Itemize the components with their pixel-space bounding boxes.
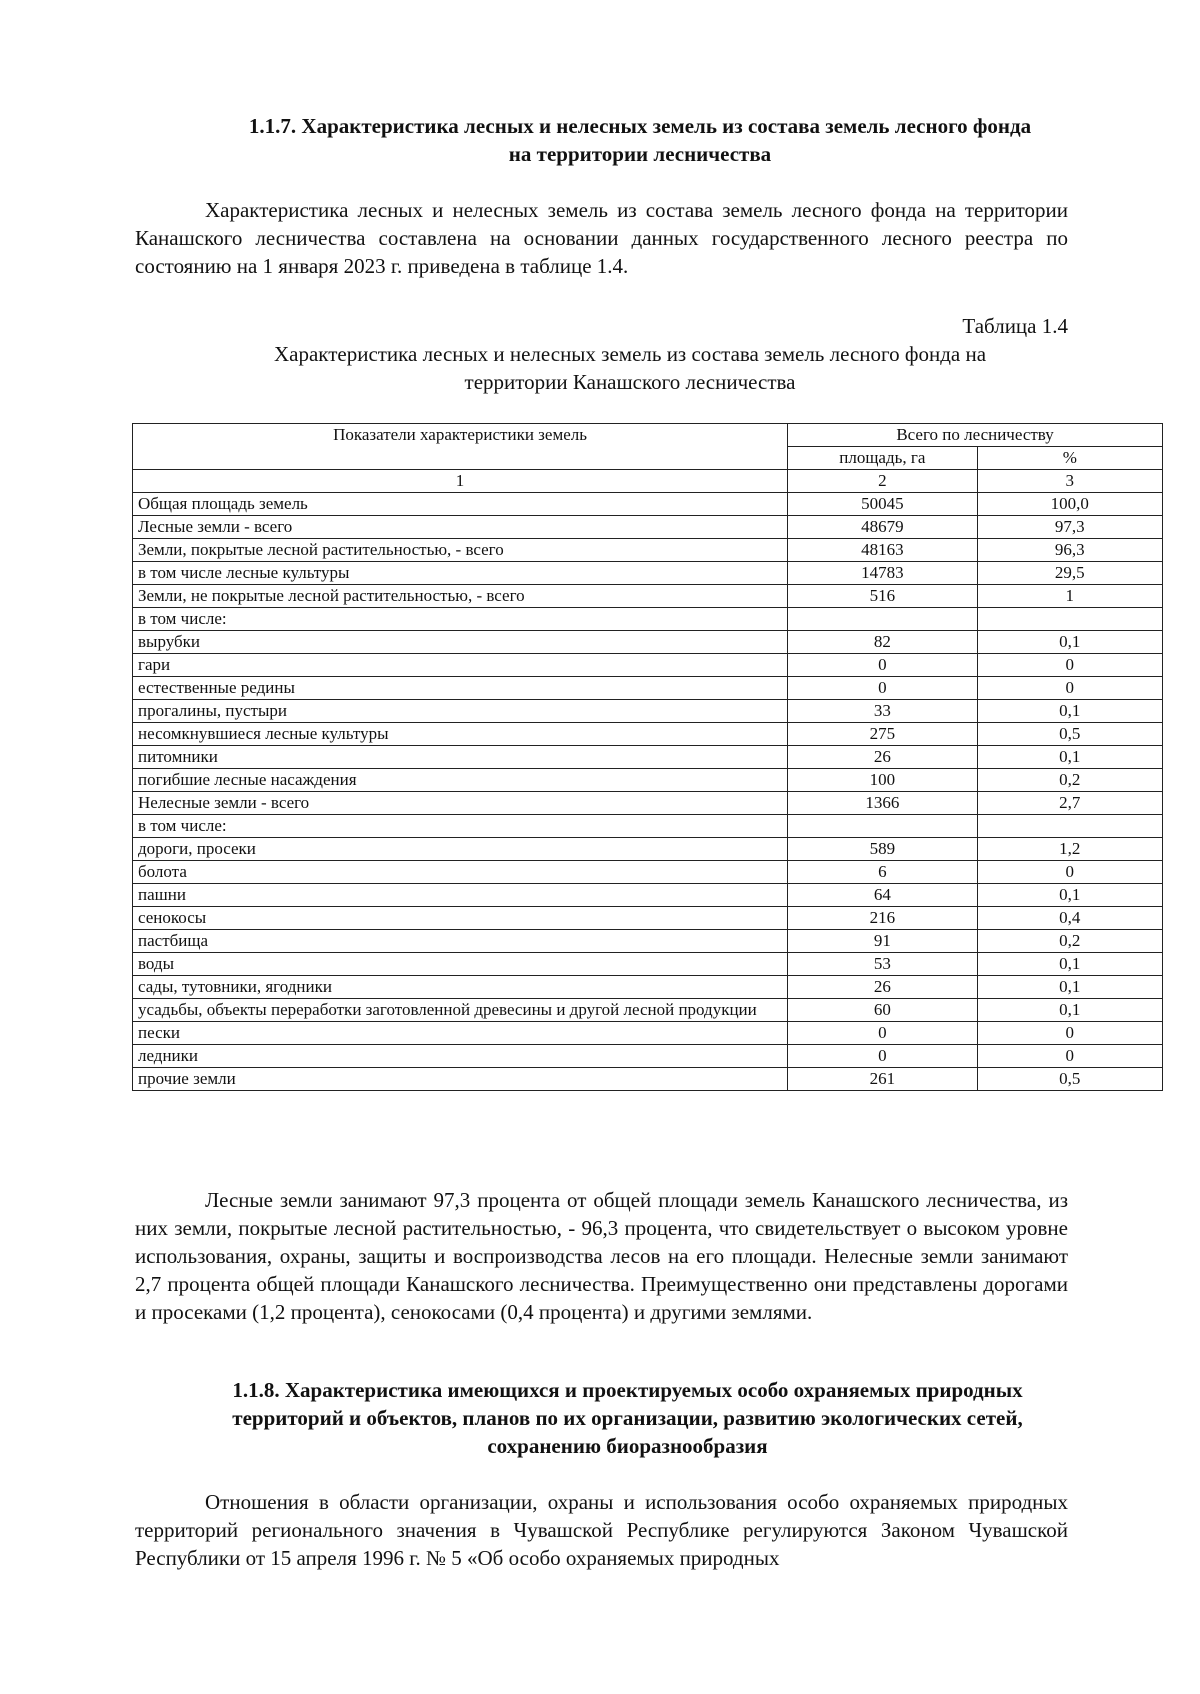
table-row: [133, 907, 1163, 930]
row-percent: 0,2: [977, 930, 1162, 953]
column-number-2: 2: [788, 470, 977, 493]
table-row: [133, 792, 1163, 815]
table-row: [133, 861, 1163, 884]
row-area: 26: [788, 976, 977, 999]
row-name: усадьбы, объекты переработки заготовленной древесины и другой лесной продукции: [133, 999, 788, 1022]
row-area: 60: [788, 999, 977, 1022]
table-row: [133, 746, 1163, 769]
row-name: пастбища: [133, 930, 788, 953]
table-row: [133, 723, 1163, 746]
heading2-line-3: сохранению биоразнообразия: [487, 1434, 768, 1458]
row-area: 33: [788, 700, 977, 723]
table-row: [133, 608, 1163, 631]
row-percent: 0: [977, 1022, 1162, 1045]
row-area: 1366: [788, 792, 977, 815]
header-total: Всего по лесничеству: [788, 424, 1163, 447]
header-percent: %: [977, 447, 1162, 470]
section-heading-1-1-8: [185, 1376, 1070, 1460]
row-percent: 0,1: [977, 953, 1162, 976]
row-area: 26: [788, 746, 977, 769]
table-title: [250, 340, 1010, 396]
column-number-3: 3: [977, 470, 1162, 493]
row-percent: 0,1: [977, 700, 1162, 723]
table-column-numbers-row: [133, 470, 1163, 493]
table-title-line-2: территории Канашского лесничества: [464, 370, 796, 394]
row-name: Земли, покрытые лесной растительностью, - всего: [133, 539, 788, 562]
table-row: [133, 516, 1163, 539]
table-row: [133, 1022, 1163, 1045]
row-percent: 0,2: [977, 769, 1162, 792]
heading-line-2: на территории лесничества: [508, 142, 772, 166]
table-row: [133, 654, 1163, 677]
row-percent: [977, 608, 1162, 631]
table-row: [133, 930, 1163, 953]
row-name: Нелесные земли - всего: [133, 792, 788, 815]
row-area: 0: [788, 677, 977, 700]
row-area: 6: [788, 861, 977, 884]
row-percent: 0,5: [977, 723, 1162, 746]
row-percent: 0: [977, 677, 1162, 700]
row-percent: 0,5: [977, 1068, 1162, 1091]
table-row: [133, 838, 1163, 861]
row-percent: 29,5: [977, 562, 1162, 585]
row-area: [788, 815, 977, 838]
table-row: [133, 539, 1163, 562]
row-name: пашни: [133, 884, 788, 907]
row-name: Лесные земли - всего: [133, 516, 788, 539]
row-percent: [977, 815, 1162, 838]
row-name: вырубки: [133, 631, 788, 654]
row-name: дороги, просеки: [133, 838, 788, 861]
header-area: площадь, га: [788, 447, 977, 470]
row-percent: 0,1: [977, 976, 1162, 999]
row-name: естественные редины: [133, 677, 788, 700]
row-area: 0: [788, 654, 977, 677]
row-percent: 96,3: [977, 539, 1162, 562]
row-name: Земли, не покрытые лесной растительностью, - всего: [133, 585, 788, 608]
row-percent: 1,2: [977, 838, 1162, 861]
row-percent: 0,1: [977, 884, 1162, 907]
heading-line-1: 1.1.7. Характеристика лесных и нелесных земель из состава земель лесного фонда: [248, 114, 1032, 138]
row-area: 14783: [788, 562, 977, 585]
table-row: [133, 493, 1163, 516]
row-name: Общая площадь земель: [133, 493, 788, 516]
row-area: 53: [788, 953, 977, 976]
section-heading-1-1-7: [210, 112, 1070, 168]
table-row: [133, 585, 1163, 608]
row-percent: 0,1: [977, 999, 1162, 1022]
row-percent: 2,7: [977, 792, 1162, 815]
table-row: [133, 1068, 1163, 1091]
header-indicators: Показатели характеристики земель: [133, 424, 788, 470]
row-area: 91: [788, 930, 977, 953]
table-row: [133, 769, 1163, 792]
table-row: [133, 677, 1163, 700]
table-header-row: [133, 424, 1163, 447]
row-area: 275: [788, 723, 977, 746]
row-area: 216: [788, 907, 977, 930]
row-percent: 0,1: [977, 631, 1162, 654]
row-area: 0: [788, 1045, 977, 1068]
table-title-line-1: Характеристика лесных и нелесных земель из состава земель лесного фонда на: [273, 342, 987, 366]
row-name: в том числе лесные культуры: [133, 562, 788, 585]
row-name: сады, тутовники, ягодники: [133, 976, 788, 999]
row-name: гари: [133, 654, 788, 677]
row-percent: 0,1: [977, 746, 1162, 769]
heading2-line-1: 1.1.8. Характеристика имеющихся и проектируемых особо охраняемых природных: [232, 1378, 1023, 1402]
table-row: [133, 815, 1163, 838]
summary-paragraph: Лесные земли занимают 97,3 процента от общей площади земель Канашского лесничества, из них земли, покрытые лесной растительностью, - 96,3 процента, что свидетельствует о высоком уровне использования, охраны, защиты и воспроизводства лесов на его площади. Нелесные земли занимают 2,7 процента общей площади Канашского лесничества. Преимущественно они представлены дорогами и просеками (1,2 процента), сенокосами (0,4 процента) и другими землями.: [135, 1188, 1068, 1324]
row-percent: 1: [977, 585, 1162, 608]
row-percent: 0: [977, 861, 1162, 884]
row-area: 100: [788, 769, 977, 792]
row-percent: 0: [977, 1045, 1162, 1068]
table-row: [133, 976, 1163, 999]
row-name: пески: [133, 1022, 788, 1045]
row-name: в том числе:: [133, 815, 788, 838]
table-row: [133, 884, 1163, 907]
row-name: в том числе:: [133, 608, 788, 631]
table-row: [133, 999, 1163, 1022]
intro-paragraph: Характеристика лесных и нелесных земель из состава земель лесного фонда на территории Канашского лесничества составлена на основании данных государственного лесного реестра по состоянию на 1 января 2023 г. приведена в таблице 1.4.: [135, 198, 1068, 278]
table-row: [133, 953, 1163, 976]
row-percent: 97,3: [977, 516, 1162, 539]
row-area: 50045: [788, 493, 977, 516]
row-name: погибшие лесные насаждения: [133, 769, 788, 792]
row-name: прочие земли: [133, 1068, 788, 1091]
row-percent: 100,0: [977, 493, 1162, 516]
column-number-1: 1: [133, 470, 788, 493]
table-row: [133, 700, 1163, 723]
row-area: 48679: [788, 516, 977, 539]
row-percent: 0: [977, 654, 1162, 677]
row-area: 261: [788, 1068, 977, 1091]
row-area: 589: [788, 838, 977, 861]
row-name: воды: [133, 953, 788, 976]
row-area: 516: [788, 585, 977, 608]
row-area: [788, 608, 977, 631]
protected-areas-paragraph: Отношения в области организации, охраны и использования особо охраняемых природных территорий регионального значения в Чувашской Республике регулируются Законом Чувашской Республики от 15 апреля 1996 г. № 5 «Об особо охраняемых природных: [135, 1490, 1068, 1570]
table-row: [133, 1045, 1163, 1068]
row-name: прогалины, пустыри: [133, 700, 788, 723]
row-name: несомкнувшиеся лесные культуры: [133, 723, 788, 746]
row-name: ледники: [133, 1045, 788, 1068]
table-caption: Таблица 1.4: [962, 314, 1068, 338]
row-name: питомники: [133, 746, 788, 769]
row-area: 64: [788, 884, 977, 907]
row-area: 48163: [788, 539, 977, 562]
row-area: 82: [788, 631, 977, 654]
table-row: [133, 631, 1163, 654]
row-name: болота: [133, 861, 788, 884]
row-name: сенокосы: [133, 907, 788, 930]
heading2-line-2: территорий и объектов, планов по их организации, развитию экологических сетей,: [232, 1406, 1023, 1430]
row-area: 0: [788, 1022, 977, 1045]
land-characteristics-table: [132, 423, 1163, 1091]
table-row: [133, 562, 1163, 585]
row-percent: 0,4: [977, 907, 1162, 930]
